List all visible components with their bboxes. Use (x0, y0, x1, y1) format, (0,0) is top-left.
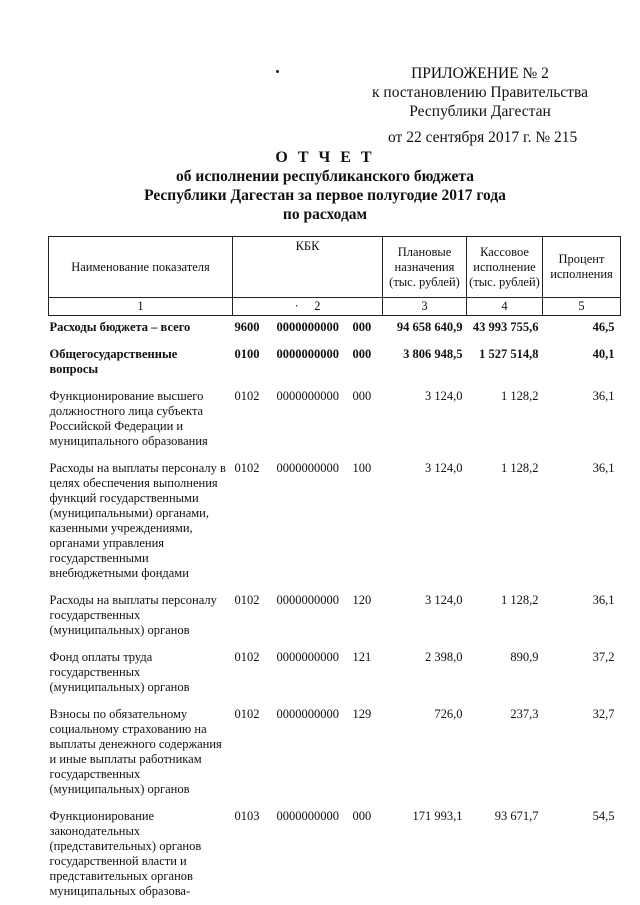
table-row (49, 316, 621, 336)
appendix-block (360, 64, 600, 146)
row-name: Расходы на выплаты персоналу государственных (муниципальных) органов (49, 593, 217, 637)
row-cash: 890,9 (510, 650, 539, 664)
col-number-3: 3 (383, 298, 467, 316)
col-number-1: 1 (49, 298, 233, 316)
row-plan: 726,0 (434, 707, 463, 721)
row-percent: 36,1 (592, 593, 615, 607)
row-article: 0000000000 (276, 809, 339, 823)
col-number-4: 4 (467, 298, 543, 316)
row-plan: 171 993,1 (412, 809, 463, 823)
header-plan: Плановые назначения (тыс. рублей) (383, 237, 467, 298)
row-expense-type: 100 (352, 461, 372, 475)
row-name: Общегосударственные вопросы (49, 347, 178, 376)
row-expense-type: 121 (352, 650, 372, 664)
row-cash: 93 671,7 (494, 809, 539, 823)
row-section: 0102 (234, 650, 260, 664)
appendix-date: от 22 сентября 2017 г. № 215 (388, 129, 578, 146)
row-cash: 43 993 755,6 (472, 320, 539, 334)
row-expense-type: 129 (352, 707, 372, 721)
row-plan: 94 658 640,9 (396, 320, 463, 334)
col-number-5: 5 (543, 298, 621, 316)
row-section: 0102 (234, 389, 260, 403)
appendix-line-2: к постановлению Правительства (372, 84, 588, 101)
row-expense-type: 000 (352, 347, 372, 361)
table-row (49, 695, 621, 797)
row-name: Фонд оплаты труда государственных (муниципальных) органов (49, 650, 190, 694)
row-section: 0102 (234, 707, 260, 721)
row-cash: 1 128,2 (501, 593, 539, 607)
title-line-2: об исполнении республиканского бюджета (176, 168, 474, 185)
report-title (110, 148, 540, 224)
row-article: 0000000000 (276, 347, 339, 361)
row-name: Расходы бюджета – всего (49, 320, 191, 334)
row-percent: 36,1 (592, 461, 615, 475)
row-plan: 2 398,0 (425, 650, 463, 664)
table-row (49, 797, 621, 899)
row-name: Взносы по обязательному социальному страхованию на выплаты денежного содержания и иные выплаты работникам государственных (муниципальных) органов (49, 707, 222, 796)
header-cash: Кассовое исполнение (тыс. рублей) (467, 237, 543, 298)
col-number-2-value: 2 (314, 299, 321, 313)
row-article: 0000000000 (276, 650, 339, 664)
col-number-2 (233, 298, 383, 316)
column-number-row (49, 298, 621, 316)
row-percent: 46,5 (592, 320, 615, 334)
title-line-1: О Т Ч Е Т (275, 149, 375, 166)
row-section: 0102 (234, 593, 260, 607)
row-expense-type: 000 (352, 809, 372, 823)
row-cash: 237,3 (510, 707, 539, 721)
row-expense-type: 000 (352, 389, 372, 403)
table-row (49, 335, 621, 377)
row-percent: 54,5 (592, 809, 615, 823)
row-article: 0000000000 (276, 461, 339, 475)
row-name: Функционирование высшего должностного лица субъекта Российской Федерации и муниципального образования (49, 389, 208, 448)
row-plan: 3 124,0 (425, 461, 463, 475)
expense-table (48, 236, 621, 899)
table-row (49, 449, 621, 581)
row-plan: 3 806 948,5 (403, 347, 463, 361)
appendix-line-1: ПРИЛОЖЕНИЕ № 2 (411, 65, 549, 82)
row-cash: 1 527 514,8 (479, 347, 539, 361)
row-expense-type: 000 (352, 320, 372, 334)
row-plan: 3 124,0 (425, 593, 463, 607)
row-section: 0102 (234, 461, 260, 475)
col-number-2-mark: · (294, 299, 299, 313)
row-name: Функционирование законодательных (представительных) органов государственной власти и представительных органов муниципальных образова- (49, 809, 202, 898)
stray-dot (276, 70, 279, 73)
title-line-4: по расходам (282, 206, 368, 223)
row-percent: 32,7 (592, 707, 615, 721)
table-row (49, 377, 621, 449)
header-pct: Процент исполнения (543, 237, 621, 298)
header-kbk: КБК (233, 237, 383, 298)
table-row (49, 581, 621, 638)
row-section: 9600 (234, 320, 260, 334)
row-expense-type: 120 (352, 593, 372, 607)
row-percent: 40,1 (592, 347, 615, 361)
row-name: Расходы на выплаты персоналу в целях обеспечения выполнения функций государственными (муниципальными) органами, казенными учреждениями, органами управления государственными внебюджетными фондами (49, 461, 226, 580)
row-percent: 37,2 (592, 650, 615, 664)
title-line-3: Республики Дагестан за первое полугодие 2017 года (144, 187, 506, 204)
table-row (49, 638, 621, 695)
row-section: 0100 (234, 347, 260, 361)
row-article: 0000000000 (276, 593, 339, 607)
table-header-row (49, 237, 621, 298)
row-percent: 36,1 (592, 389, 615, 403)
row-cash: 1 128,2 (501, 389, 539, 403)
row-plan: 3 124,0 (425, 389, 463, 403)
row-cash: 1 128,2 (501, 461, 539, 475)
row-section: 0103 (234, 809, 260, 823)
header-name: Наименование показателя (49, 237, 233, 298)
row-article: 0000000000 (276, 707, 339, 721)
appendix-line-3: Республики Дагестан (409, 103, 551, 120)
row-article: 0000000000 (276, 389, 339, 403)
row-article: 0000000000 (276, 320, 339, 334)
